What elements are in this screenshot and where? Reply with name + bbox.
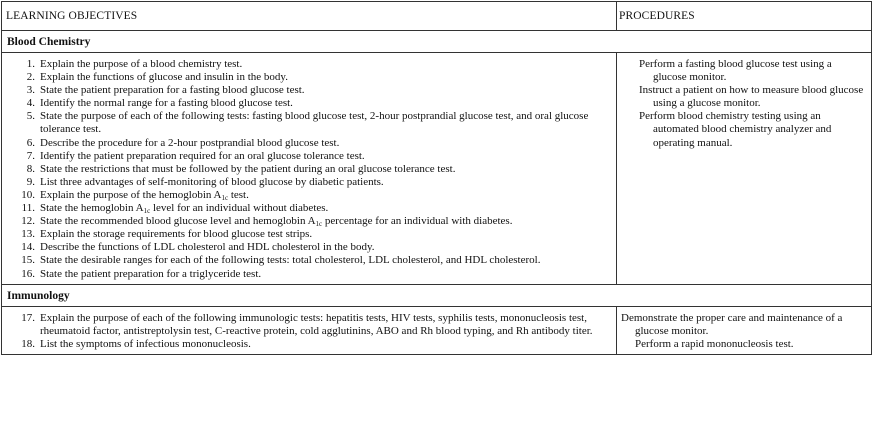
list-item: 3. State the patient preparation for a fasting blood glucose test. xyxy=(26,84,305,97)
table-header-row xyxy=(2,2,872,31)
list-item: 11. State the hemoglobin $A_{1c}$ level for an individual without diabetes. xyxy=(21,202,329,216)
procedures-list xyxy=(621,312,865,351)
list-item: 6. Describe the procedure for a 2-hour postprandial blood glucose test. xyxy=(26,136,340,149)
section-header-blood-chemistry xyxy=(2,31,872,53)
procedure-item: Perform a rapid mononucleosis test. xyxy=(635,337,794,350)
procedures-list xyxy=(625,58,865,150)
list-item: 9. List three advantages of self-monitoring of blood glucose by diabetic patients. xyxy=(26,175,384,188)
list-item: 8. State the restrictions that must be followed by the patient during an oral glucose tolerance test. xyxy=(26,162,456,175)
procedure-item: Instruct a patient on how to measure blood glucose using a glucose monitor. xyxy=(639,84,864,110)
list-item: 15. State the desirable ranges for each of the following tests: total cholesterol, LDL cholesterol, and HDL cholesterol. xyxy=(21,254,541,267)
procedure-item: Perform a fasting blood glucose test using a glucose monitor. xyxy=(639,58,832,84)
list-item: 18. List the symptoms of infectious mononucleosis. xyxy=(21,337,251,350)
objectives-procedures-table xyxy=(1,1,872,355)
objectives-list xyxy=(2,312,616,351)
list-item: 14. Describe the functions of LDL cholesterol and HDL cholesterol in the body. xyxy=(21,241,375,254)
list-item: 7. Identify the patient preparation required for an oral glucose tolerance test. xyxy=(26,149,365,162)
list-item: 4. Identify the normal range for a fasting blood glucose test. xyxy=(26,97,293,110)
procedures-cell xyxy=(617,306,872,354)
procedure-item: Perform blood chemistry testing using an automated blood chemistry analyzer and operating manual. xyxy=(639,110,832,149)
list-item: 13. Explain the storage requirements for blood glucose test strips. xyxy=(21,228,313,241)
list-item: 12. State the recommended blood glucose level and hemoglobin $A_{1c}$ percentage for an individual with diabetes. xyxy=(21,215,513,229)
list-item: 17. Explain the purpose of each of the following immunologic tests: hepatitis tests, HIV tests, syphilis tests, mononucleosis test, rheumatoid factor, antistreptolysin test, C-reactive protein, cold agglutinins, ABO and Rh blood typing, and Rh antibody titer. xyxy=(21,311,593,337)
section-body-blood-chemistry xyxy=(2,53,872,285)
procedures-header: PROCEDURES xyxy=(617,2,872,31)
procedure-item: Demonstrate the proper care and maintenance of a glucose monitor. xyxy=(621,311,843,337)
section-title: Immunology xyxy=(2,284,872,306)
list-item: 5. State the purpose of each of the following tests: fasting blood glucose test, 2-hour postprandial glucose test, and oral glucose tolerance test. xyxy=(26,110,589,136)
learning-objectives-header: LEARNING OBJECTIVES xyxy=(2,2,617,31)
objectives-cell xyxy=(2,306,617,354)
objectives-list xyxy=(2,58,616,281)
list-item: 16. State the patient preparation for a triglyceride test. xyxy=(21,267,262,280)
list-item: 2. Explain the functions of glucose and insulin in the body. xyxy=(26,71,288,84)
list-item: 10. Explain the purpose of the hemoglobin $A_{1c}$ test. xyxy=(21,188,249,202)
section-header-immunology xyxy=(2,284,872,306)
learning-objectives-page xyxy=(0,1,870,429)
objectives-cell xyxy=(2,53,617,285)
section-title: Blood Chemistry xyxy=(2,31,872,53)
section-body-immunology xyxy=(2,306,872,354)
list-item: 1. Explain the purpose of a blood chemistry test. xyxy=(26,58,243,70)
procedures-cell xyxy=(617,53,872,285)
